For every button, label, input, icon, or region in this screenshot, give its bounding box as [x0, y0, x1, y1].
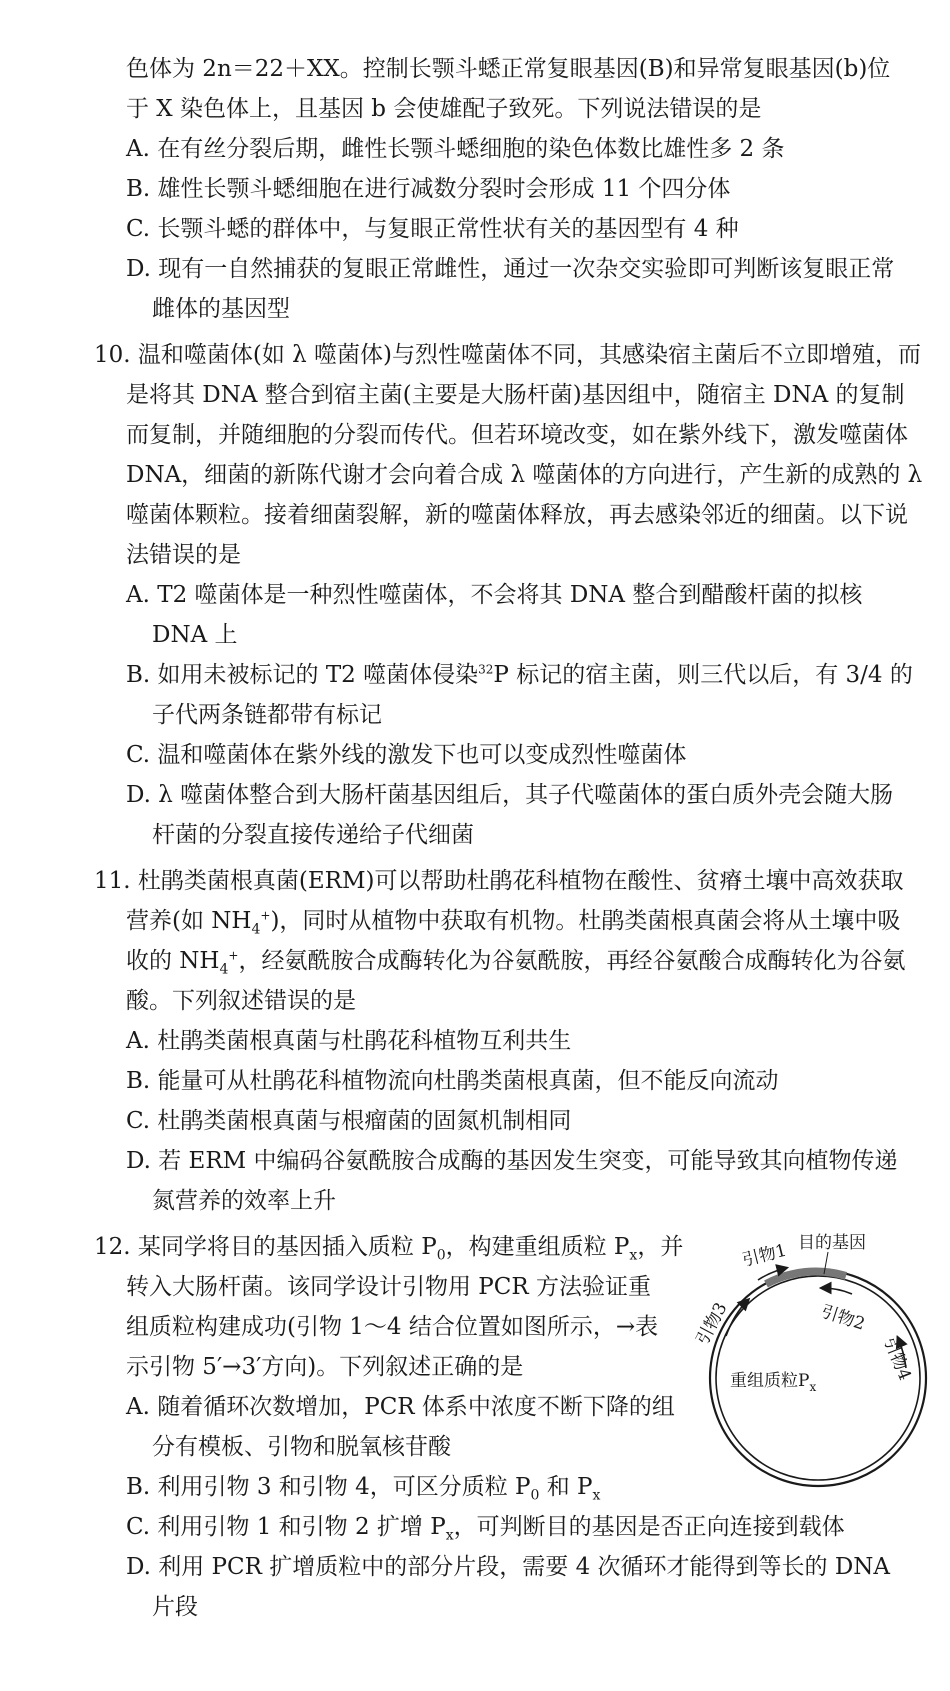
q10-option-c: C. 温和噬菌体在紫外线的激发下也可以变成烈性噬菌体 [126, 742, 687, 768]
q11-stem-text-a: 营养(如 NH [126, 908, 252, 934]
q12-option-a-line-2: 分有模板、引物和脱氧核苷酸 [152, 1434, 451, 1460]
q12-option-c-text-b: ，可判断目的基因是否正向连接到载体 [453, 1514, 845, 1540]
q11-stem-line-4: 酸。下列叙述错误的是 [126, 988, 356, 1014]
q9-option-d-line-1: D. 现有一自然捕获的复眼正常雌性，通过一次杂交实验即可判断该复眼正常 [126, 256, 895, 282]
primer1-label: 引物1 [740, 1240, 789, 1271]
q12-option-b-p0-sub: 0 [530, 1487, 540, 1504]
primer2-label: 引物2 [818, 1301, 868, 1335]
q11-stem-line-3 [126, 946, 905, 976]
q12-stem-text-c: ，并 [637, 1234, 684, 1260]
q11-stem3-text-b: ，经氨酰胺合成酶转化为谷氨酰胺，再经谷氨酸合成酶转化为谷氨 [238, 948, 906, 974]
q12-option-b-text-a: B. 利用引物 3 和引物 4，可区分质粒 P [126, 1474, 531, 1500]
q10-option-b-text-b: P 标记的宿主菌，则三代以后，有 3/4 的 [493, 662, 913, 688]
q12-stem-line-4: 示引物 5′→3′方向)。下列叙述正确的是 [126, 1354, 524, 1380]
q11-ammonium-sup: + [260, 908, 271, 923]
plasmid-label-sub: x [809, 1380, 817, 1394]
q10-stem-line-5: 噬菌体颗粒。接着细菌裂解，新的噬菌体释放，再去感染邻近的细菌。以下说 [126, 502, 908, 528]
q11-option-d-line-1: D. 若 ERM 中编码谷氨酰胺合成酶的基因发生突变，可能导致其向植物传递 [126, 1148, 898, 1174]
q11-stem-text-b: )，同时从植物中获取有机物。杜鹃类菌根真菌会将从土壤中吸 [270, 908, 901, 934]
q9-option-b: B. 雄性长颚斗蟋细胞在进行减数分裂时会形成 11 个四分体 [126, 176, 731, 202]
q10-option-b-line-2: 子代两条链都带有标记 [152, 702, 382, 728]
q12-option-b-text-b: 和 P [539, 1474, 593, 1500]
primer2-arrow [822, 1288, 852, 1294]
q10-stem-line-6: 法错误的是 [126, 542, 241, 568]
q12-p0-sub: 0 [436, 1247, 446, 1264]
q12-option-c-px-sub: x [445, 1527, 454, 1544]
q12-stem-text-a: 12. 某同学将目的基因插入质粒 P [94, 1234, 437, 1260]
q10-stem-line-3: 而复制，并随细胞的分裂而传代。但若环境改变，如在紫外线下，激发噬菌体 [126, 422, 908, 448]
q12-option-a-line-1: A. 随着循环次数增加，PCR 体系中浓度不断下降的组 [126, 1394, 675, 1420]
q11-ammonium2-sup: + [228, 948, 239, 963]
q12-option-c [126, 1512, 845, 1542]
q11-stem-line-1: 11. 杜鹃类菌根真菌(ERM)可以帮助杜鹃花科植物在酸性、贫瘠土壤中高效获取 [94, 868, 904, 894]
q10-stem-line-1: 10. 温和噬菌体(如 λ 噬菌体)与烈性噬菌体不同，其感染宿主菌后不立即增殖，而 [94, 342, 922, 368]
q10-option-d-line-2: 杆菌的分裂直接传递给子代细菌 [152, 822, 474, 848]
q11-ammonium-sub: 4 [251, 921, 261, 938]
q11-option-c: C. 杜鹃类菌根真菌与根瘤菌的固氮机制相同 [126, 1108, 572, 1134]
q12-option-b [126, 1472, 600, 1502]
plasmid-label-main: 重组质粒P [730, 1371, 810, 1391]
primer4-label: 引物4 [879, 1334, 915, 1384]
q12-stem-line-2: 转入大肠杆菌。该同学设计引物用 PCR 方法验证重 [126, 1274, 652, 1300]
q12-stem-text-b: ，构建重组质粒 P [445, 1234, 630, 1260]
q10-option-a-line-2: DNA 上 [152, 622, 238, 648]
primer3-label: 引物3 [692, 1299, 732, 1349]
q9-option-d-line-2: 雌体的基因型 [152, 296, 290, 322]
q11-stem3-text-a: 收的 NH [126, 948, 220, 974]
q10-stem-line-2: 是将其 DNA 整合到宿主菌(主要是大肠杆菌)基因组中，随宿主 DNA 的复制 [126, 382, 905, 408]
q12-option-b-px-sub: x [592, 1487, 601, 1504]
q12-option-c-text-a: C. 利用引物 1 和引物 2 扩增 P [126, 1514, 446, 1540]
q12-stem-line-3: 组质粒构建成功(引物 1～4 结合位置如图所示，→表 [126, 1314, 659, 1340]
q12-option-d-line-2: 片段 [152, 1594, 198, 1620]
q9-stem-line-2: 于 X 染色体上，且基因 b 会使雄配子致死。下列说法错误的是 [126, 96, 762, 122]
q9-option-a: A. 在有丝分裂后期，雌性长颚斗蟋细胞的染色体数比雄性多 2 条 [126, 136, 785, 162]
q10-option-a-line-1: A. T2 噬菌体是一种烈性噬菌体，不会将其 DNA 整合到醋酸杆菌的拟核 [126, 582, 863, 608]
plasmid-diagram [692, 1228, 936, 1508]
q11-option-a: A. 杜鹃类菌根真菌与杜鹃花科植物互利共生 [126, 1028, 572, 1054]
q12-option-d-line-1: D. 利用 PCR 扩增质粒中的部分片段，需要 4 次循环才能得到等长的 DNA [126, 1554, 890, 1580]
q10-option-d-line-1: D. λ 噬菌体整合到大肠杆菌基因组后，其子代噬菌体的蛋白质外壳会随大肠 [126, 782, 894, 808]
q9-option-c: C. 长颚斗蟋的群体中，与复眼正常性状有关的基因型有 4 种 [126, 216, 739, 242]
q10-option-b-line-1 [126, 660, 913, 690]
q10-option-b-isotope: 32 [478, 662, 494, 677]
q11-option-d-line-2: 氮营养的效率上升 [152, 1188, 336, 1214]
q11-option-b: B. 能量可从杜鹃花科植物流向杜鹃类菌根真菌，但不能反向流动 [126, 1068, 779, 1094]
q11-stem-line-2 [126, 906, 900, 936]
q10-option-b-text-a: B. 如用未被标记的 T2 噬菌体侵染 [126, 662, 479, 688]
q10-stem-line-4: DNA，细菌的新陈代谢才会向着合成 λ 噬菌体的方向进行，产生新的成熟的 λ [126, 462, 923, 488]
q12-stem-line-1 [94, 1232, 683, 1262]
plasmid-label [730, 1371, 816, 1394]
q9-stem-line-1: 色体为 2n＝22＋XX。控制长颚斗蟋正常复眼基因(B)和异常复眼基因(b)位 [126, 56, 891, 82]
target-gene-label: 目的基因 [798, 1233, 866, 1253]
q11-ammonium2-sub: 4 [219, 961, 229, 978]
q12-px-sub: x [629, 1247, 638, 1264]
